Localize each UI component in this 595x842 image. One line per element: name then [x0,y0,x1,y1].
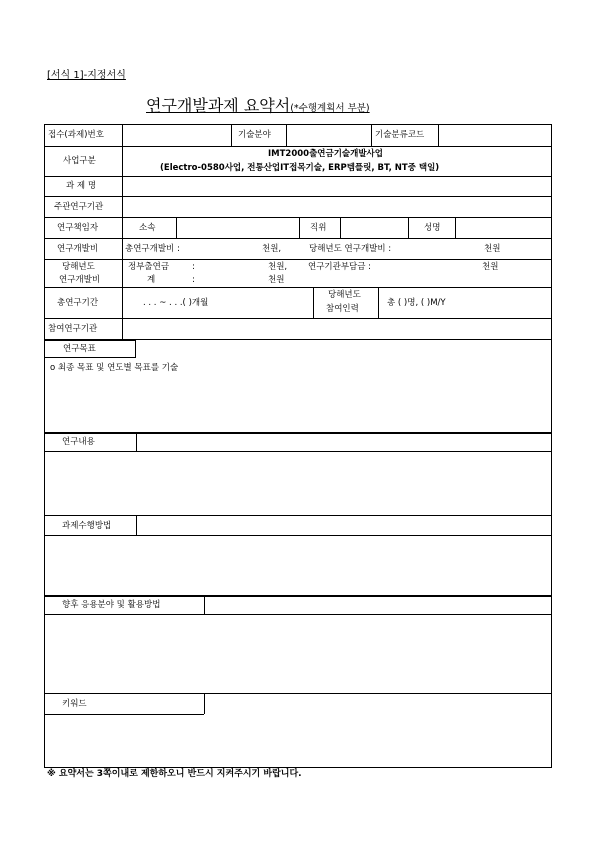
method-header-label: 과제수행방법 [62,521,112,531]
pi-label: 연구책임자 [57,223,99,233]
rule [44,287,552,288]
rule [44,535,552,536]
rule [44,176,552,177]
unit-thousand-won: 천원, [262,244,282,254]
project-name-label: 과 제 명 [66,181,97,191]
rule [286,124,287,146]
business-type-label: 사업구분 [63,156,96,166]
unit-thousand-won: 천원 [484,244,501,254]
rule [44,614,552,615]
application-section [44,596,552,694]
colon: : [192,275,195,285]
staff-label-2: 참여인력 [326,304,359,314]
keyword-header-label: 키워드 [62,699,87,709]
rule [438,124,439,146]
total-rnd-cost: 총연구개발비 : [125,244,180,254]
unit-thousand-won: 천원 [482,262,499,272]
sum-label: 계 [147,275,156,285]
business-type-line1: IMT2000출연금기술개발사업 [268,149,383,159]
title-note: (*수행계획서 부분) [290,103,370,114]
application-header-label: 향후 응용분야 및 활용방법 [62,600,161,610]
rule [44,714,204,715]
affiliation-label: 소속 [139,223,156,233]
unit-thousand-won: 천원 [268,275,285,285]
rule [204,694,205,714]
unit-thousand-won: 천원, [268,262,288,272]
content-header-label: 연구내용 [62,437,95,447]
colon: : [192,262,195,272]
name-label: 성명 [424,223,441,233]
rule [44,259,552,260]
total-period-label: 총연구기간 [57,298,99,308]
rule [455,217,456,238]
rule [176,217,177,238]
annual-rnd-cost: 당해년도 연구개발비 : [309,244,392,254]
research-period: . . . ~ . . .( )개월 [143,298,209,308]
lead-institution-label: 주관연구기관 [54,202,104,212]
annual-cost-label-2: 연구개발비 [59,275,101,285]
rule [371,124,372,146]
rule [340,217,341,238]
rnd-cost-label: 연구개발비 [57,244,99,254]
keyword-section [44,694,552,768]
rule [313,287,314,318]
staff-label-1: 당해년도 [328,290,361,300]
staff-count: 총 ( )명, ( )M/Y [387,298,446,308]
page-title-row [146,93,370,116]
rule [44,196,552,197]
form-label: [서식 1]-지정서식 [47,70,126,81]
rule [44,146,552,147]
rule [136,516,137,535]
rule [44,217,552,218]
rule [44,318,552,319]
rule [44,238,552,239]
rule [204,596,205,614]
participating-institution-label: 참여연구기관 [48,324,98,334]
goal-note: o 최종 목표 및 연도별 목표를 기술 [50,363,179,373]
rule [44,451,552,452]
method-section [44,516,552,596]
annual-cost-label-1: 당해년도 [62,262,95,272]
rule [408,217,409,238]
receipt-number-label: 접수(과제)번호 [48,130,104,140]
business-type-line2: (Electro-0580사업, 전통산업IT접목기술, ERP템플릿, BT, NT중 택일) [160,163,440,173]
rule [122,124,123,340]
goal-header-label: 연구목표 [63,344,96,354]
page-title: 연구개발과제 요약서 [146,96,291,115]
tech-class-code-label: 기술분류코드 [375,130,425,140]
rule [378,287,379,318]
position-label: 직위 [310,223,327,233]
footer-note: ※ 요약서는 3쪽이내로 제한하오니 반드시 지켜주시기 바랍니다. [47,769,302,779]
rule [231,124,232,146]
institution-share: 연구기관부담금 : [308,262,372,272]
rule [136,433,137,451]
content-section [44,433,552,516]
tech-field-label: 기술분야 [238,130,271,140]
gov-contribution: 정부출연금 [128,262,170,272]
rule [299,217,300,238]
